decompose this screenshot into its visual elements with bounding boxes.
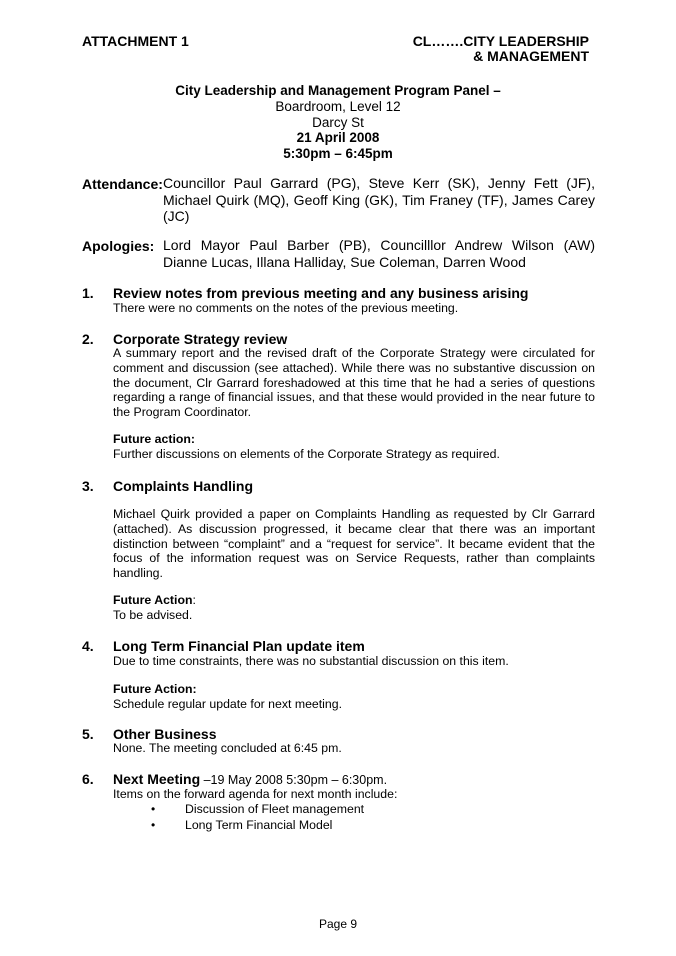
meeting-time: 5:30pm – 6:45pm — [283, 146, 393, 161]
attendance-text: Councillor Paul Garrard (PG), Steve Kerr (SK), Jenny Fett (JF), Michael Quirk (MQ), Geoff King (GK), Tim Franey (TF), James Carey (JC) — [163, 175, 595, 224]
meeting-venue-line2: Darcy St — [312, 115, 364, 130]
bullet-marker: • — [151, 802, 156, 816]
meeting-venue-line1: Boardroom, Level 12 — [275, 99, 401, 114]
section-2-body: A summary report and the revised draft of the Corporate Strategy were circulated for comment and discussion (see attached). While there was no substantive discussion on the document, Clr Garrard foreshadowed at this time that he had a series of questions regarding a range of financial issues, and that these would provided in the near future to the Program Coordinator. — [113, 346, 595, 420]
section-1-number: 1. — [82, 285, 94, 301]
bullet-marker: • — [151, 818, 156, 832]
section-label-line2: & MANAGEMENT — [473, 48, 589, 64]
section-6-title: Next Meeting — [113, 771, 201, 787]
section-5-number: 5. — [82, 726, 94, 742]
section-label-line1: CL…….CITY LEADERSHIP — [412, 33, 589, 49]
section-2-title: Corporate Strategy review — [113, 331, 288, 347]
section-2-action-label: Future action: — [113, 432, 195, 446]
meeting-title: City Leadership and Management Program Panel – — [175, 83, 501, 98]
section-3-action-text: To be advised. — [113, 608, 193, 622]
section-3-action-colon: : — [192, 593, 196, 607]
section-5-body: None. The meeting concluded at 6:45 pm. — [113, 741, 342, 755]
section-3-action-label: Future Action — [113, 593, 193, 607]
section-4-title: Long Term Financial Plan update item — [113, 638, 365, 654]
section-4-action-text: Schedule regular update for next meeting. — [113, 697, 343, 711]
section-3-action — [113, 593, 196, 608]
section-6-body: Items on the forward agenda for next month include: — [113, 787, 398, 801]
agenda-item: Long Term Financial Model — [185, 818, 333, 832]
apologies-label: Apologies: — [82, 238, 155, 254]
attachment-label: ATTACHMENT 1 — [82, 33, 189, 49]
meeting-date: 21 April 2008 — [296, 130, 380, 145]
section-3-title: Complaints Handling — [113, 478, 253, 494]
section-6-number: 6. — [82, 771, 94, 787]
page-number: Page 9 — [318, 917, 358, 931]
section-5-title: Other Business — [113, 726, 217, 742]
section-1-body: There were no comments on the notes of the previous meeting. — [113, 301, 459, 315]
section-3-body: Michael Quirk provided a paper on Complaints Handling as requested by Clr Garrard (attached). As discussion progressed, it became clear that there was an important distinction between “complaint” and a “request for service”. It became evident that the focus of the information request was on Service Requests, rather than complaints handling. — [113, 507, 595, 581]
section-6-date: –19 May 2008 5:30pm – 6:30pm. — [200, 773, 388, 787]
agenda-item: Discussion of Fleet management — [185, 802, 365, 816]
section-6-heading — [113, 771, 387, 788]
section-4-action-label: Future Action: — [113, 682, 197, 696]
section-3-number: 3. — [82, 478, 94, 494]
section-4-body: Due to time constraints, there was no substantial discussion on this item. — [113, 654, 509, 668]
apologies-text: Lord Mayor Paul Barber (PB), Councilllor Andrew Wilson (AW) Dianne Lucas, Illana Halliday, Sue Coleman, Darren Wood — [163, 237, 595, 270]
section-2-number: 2. — [82, 331, 94, 347]
section-4-number: 4. — [82, 638, 94, 654]
attendance-label: Attendance: — [82, 176, 163, 192]
section-1-title: Review notes from previous meeting and any business arising — [113, 285, 529, 301]
section-2-action-text: Further discussions on elements of the Corporate Strategy as required. — [113, 447, 500, 461]
